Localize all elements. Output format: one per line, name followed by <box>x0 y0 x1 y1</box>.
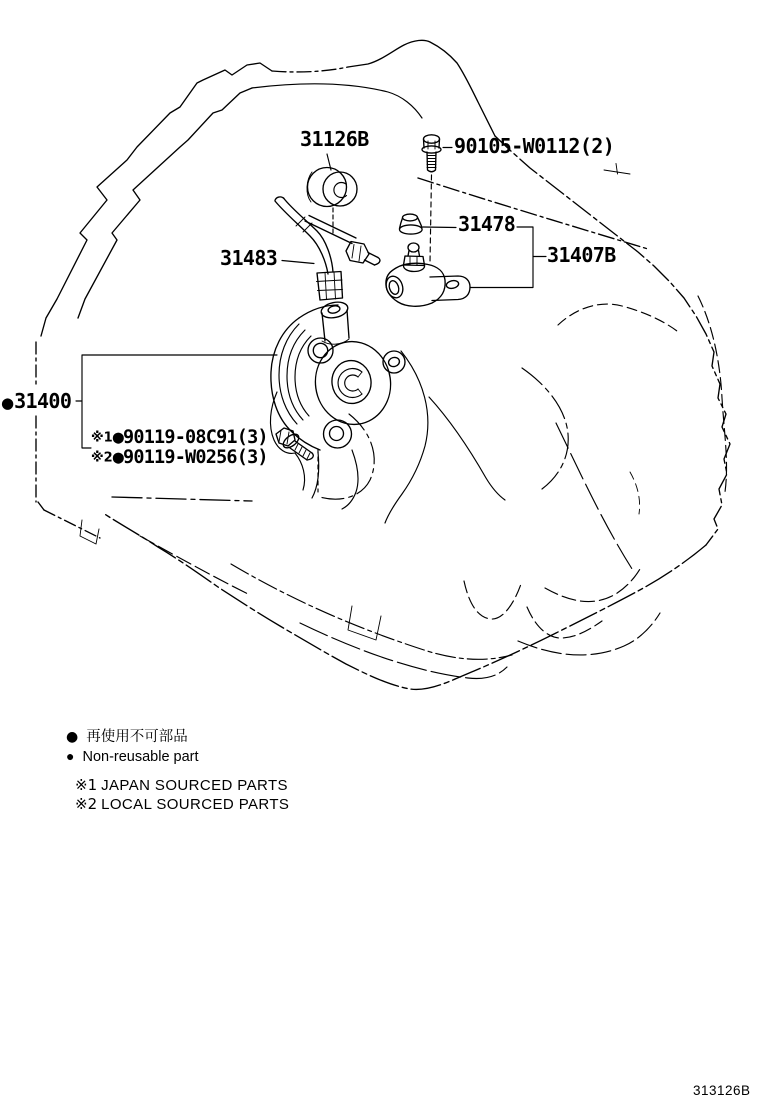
label-screw-japan[interactable] <box>91 428 268 449</box>
ref-mark-2: ※2 <box>91 450 113 466</box>
legend-note-local <box>75 796 289 813</box>
housing-bottom-ribs <box>80 520 660 679</box>
label-union-bolt[interactable]: 90105-W0112(2) <box>454 134 615 158</box>
ref-mark-2: ※2 <box>75 795 98 813</box>
legend-nonreusable-en <box>66 748 199 765</box>
release-cylinder-part <box>270 300 405 509</box>
legend-nonreusable-jp-text: 再使用不可部品 <box>86 729 188 745</box>
legend-note-local-text: LOCAL SOURCED PARTS <box>101 796 290 813</box>
flange-bolt-part <box>422 135 452 262</box>
label-cylinder[interactable] <box>1 391 71 413</box>
callout-lines <box>76 227 546 448</box>
label-screw-local-number: ●90119-W0256(3) <box>112 447 268 468</box>
valve-bracket-part <box>383 243 470 306</box>
bleeder-cap-part <box>400 214 457 234</box>
label-grommet[interactable]: 31126B <box>300 127 369 151</box>
label-tube[interactable]: 31483 <box>220 246 278 270</box>
ref-mark-1: ※1 <box>91 430 113 446</box>
label-screw-japan-number: ●90119-08C91(3) <box>112 427 268 448</box>
label-cylinder-number: 31400 <box>14 389 72 413</box>
nonreusable-bullet-icon: ● <box>66 729 79 745</box>
legend-nonreusable-en-text: Non-reusable part <box>82 749 199 765</box>
label-bleeder-cap[interactable]: 31478 <box>458 212 516 236</box>
label-screw-local[interactable] <box>91 448 268 469</box>
figure-code: 313126B <box>693 1083 751 1098</box>
legend-note-japan <box>75 777 288 794</box>
ref-mark-1: ※1 <box>75 776 98 794</box>
legend-note-japan-text: JAPAN SOURCED PARTS <box>101 777 288 794</box>
clutch-tube-part <box>275 197 380 300</box>
nonreusable-bullet-icon: ● <box>66 748 75 764</box>
grommet-part <box>307 154 357 233</box>
legend-nonreusable-jp <box>66 729 188 745</box>
nonreusable-bullet-icon: ● <box>1 394 15 412</box>
label-valve[interactable]: 31407B <box>547 243 616 267</box>
